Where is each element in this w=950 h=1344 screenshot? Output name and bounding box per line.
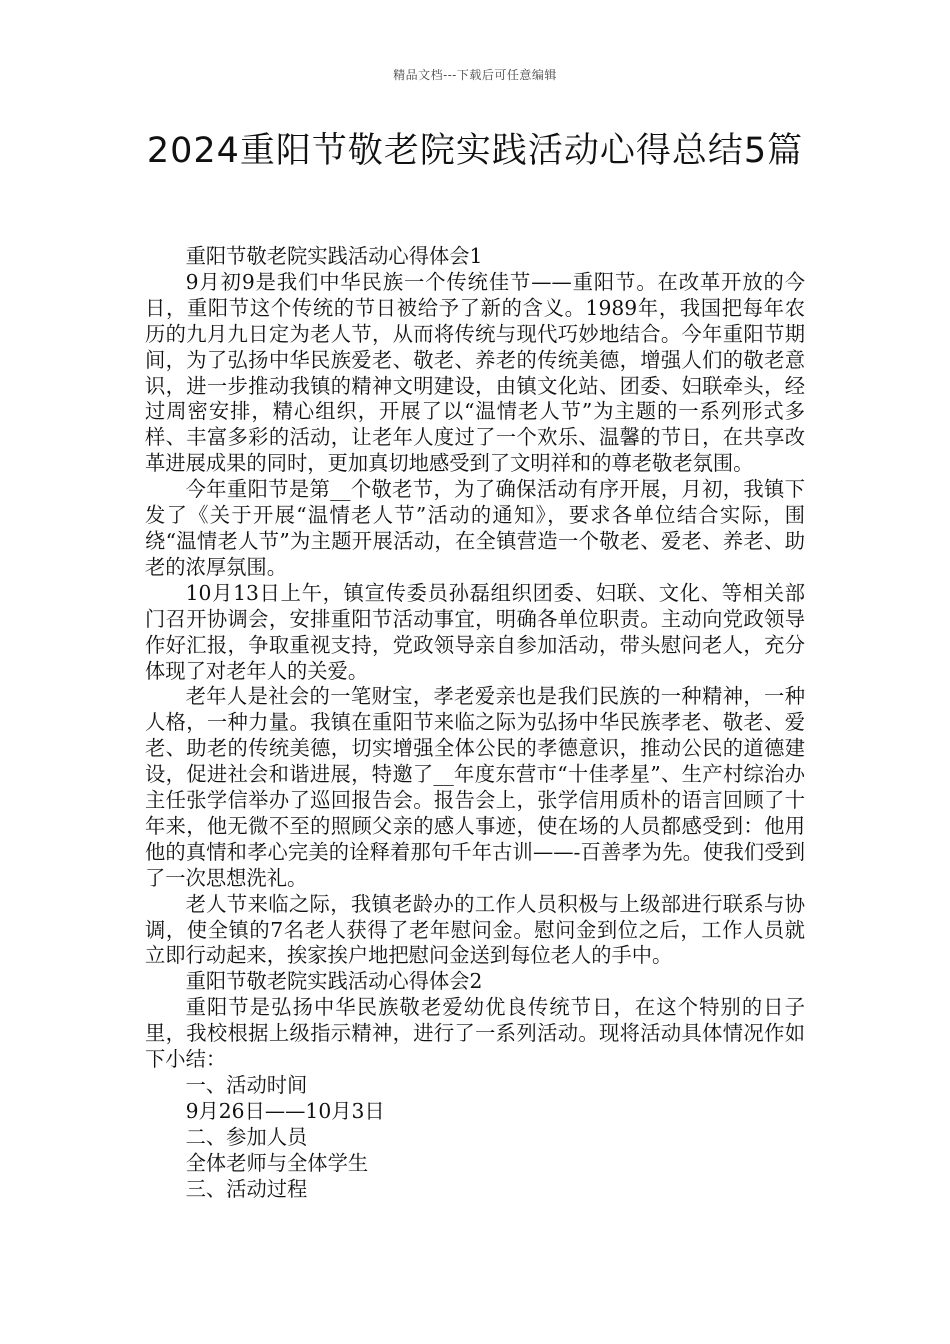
paragraph: 9月初9是我们中华民族一个传统佳节——重阳节。在改革开放的今日，重阳节这个传统的节日被给予了新的含义。1989年，我国把每年农历的九月九日定为老人节，从而将传统与现代巧妙地结合。今年重阳节期间，为了弘扬中华民族爱老、敬老、养老的传统美德，增强人们的敬老意识，进一步推动我镇的精神文明建设，由镇文化站、团委、妇联牵头，经过周密安排，精心组织，开展了以“温情老人节”为主题的一系列形式多样、丰富多彩的活动，让老年人度过了一个欢乐、温馨的节日，在共享改革进展成果的同时，更加真切地感受到了文明祥和的尊老敬老氛围。 (145, 269, 805, 476)
header-note: 精品文档---下载后可任意编辑 (393, 68, 557, 82)
list-heading: 二、参加人员 (185, 1124, 308, 1149)
document-body (145, 244, 805, 1203)
paragraph: 今年重阳节是第__个敬老节，为了确保活动有序开展，月初，我镇下发了《关于开展“温情老人节”活动的通知》，要求各单位结合实际，围绕“温情老人节”为主题开展活动，在全镇营造一个敬老、爱老、养老、助老的浓厚氛围。 (145, 477, 805, 579)
document-title: 2024重阳节敬老院实践活动心得总结5篇 (146, 131, 804, 171)
paragraph: 老人节来临之际，我镇老龄办的工作人员积极与上级部进行联系与协调，使全镇的7名老人获得了老年慰问金。慰问金到位之后，工作人员就立即行动起来，挨家挨户地把慰问金送到每位老人的手中。 (145, 891, 805, 968)
paragraph: 老年人是社会的一笔财宝，孝老爱亲也是我们民族的一种精神，一种人格，一种力量。我镇在重阳节来临之际为弘扬中华民族孝老、敬老、爱老、助老的传统美德，切实增强全体公民的孝德意识，推动公民的道德建设，促进社会和谐进展，特邀了__年度东营市“十佳孝星”、生产村综治办主任张学信举办了巡回报告会。报告会上，张学信用质朴的语言回顾了十年来，他无微不至的照顾父亲的感人事迹，使在场的人员都感受到：他用他的真情和孝心完美的诠释着那句千年古训——-百善孝为先。使我们受到了一次思想洗礼。 (145, 684, 805, 890)
section-heading-1: 重阳节敬老院实践活动心得体会1 (185, 244, 483, 268)
list-heading: 三、活动过程 (185, 1176, 308, 1201)
paragraph: 重阳节是弘扬中华民族敬老爱幼优良传统节日，在这个特别的日子里，我校根据上级指示精神，进行了一系列活动。现将活动具体情况作如下小结： (145, 995, 805, 1072)
list-heading: 一、活动时间 (185, 1073, 308, 1097)
paragraph: 10月13日上午，镇宣传委员孙磊组织团委、妇联、文化、等相关部门召开协调会，安排重阳节活动事宜，明确各单位职责。主动向党政领导作好汇报，争取重视支持，党政领导亲自参加活动，带头慰问老人，充分体现了对老年人的关爱。 (145, 580, 805, 683)
list-item: 9月26日——10月3日 (185, 1098, 385, 1123)
section-heading-2: 重阳节敬老院实践活动心得体会2 (185, 969, 483, 994)
list-item: 全体老师与全体学生 (185, 1150, 369, 1175)
